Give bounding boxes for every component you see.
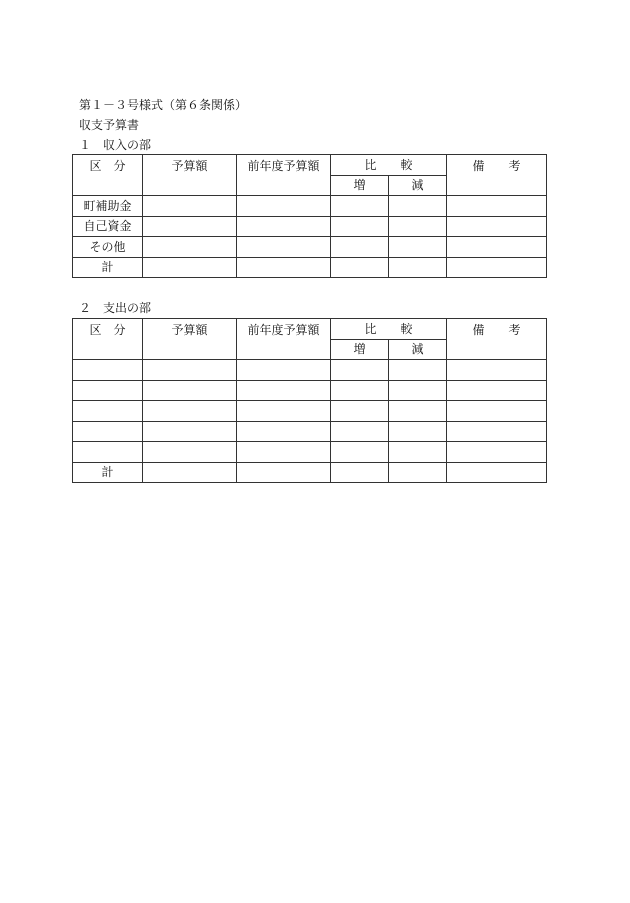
expense-table <box>72 318 547 483</box>
prev-budget-cell[interactable] <box>237 401 331 422</box>
decrease-cell[interactable] <box>389 401 447 422</box>
increase-cell[interactable] <box>331 257 389 278</box>
decrease-cell[interactable] <box>389 360 447 381</box>
prev-budget-cell[interactable] <box>237 421 331 442</box>
header-decrease: 減 <box>389 175 447 196</box>
decrease-cell[interactable] <box>389 196 447 217</box>
category-cell[interactable] <box>73 421 143 442</box>
header-increase: 増 <box>331 339 389 360</box>
budget-cell[interactable] <box>143 421 237 442</box>
remarks-cell[interactable] <box>447 462 547 483</box>
total-label: 計 <box>73 462 143 483</box>
increase-cell[interactable] <box>331 360 389 381</box>
table-row <box>73 216 547 237</box>
decrease-cell[interactable] <box>389 462 447 483</box>
decrease-cell[interactable] <box>389 216 447 237</box>
increase-cell[interactable] <box>331 462 389 483</box>
remarks-cell[interactable] <box>447 401 547 422</box>
category-cell[interactable] <box>73 401 143 422</box>
remarks-cell[interactable] <box>447 216 547 237</box>
budget-cell[interactable] <box>143 442 237 463</box>
budget-cell[interactable] <box>143 216 237 237</box>
total-row <box>73 257 547 278</box>
prev-budget-cell[interactable] <box>237 257 331 278</box>
table-row <box>73 380 547 401</box>
prev-budget-cell[interactable] <box>237 380 331 401</box>
table-header-row <box>73 319 547 340</box>
row-label: その他 <box>73 237 143 258</box>
prev-budget-cell[interactable] <box>237 216 331 237</box>
document-title: 収支予算書 <box>79 118 140 132</box>
header-category: 区 分 <box>73 155 143 196</box>
budget-cell[interactable] <box>143 462 237 483</box>
header-comparison: 比 較 <box>331 319 447 340</box>
prev-budget-cell[interactable] <box>237 196 331 217</box>
decrease-cell[interactable] <box>389 380 447 401</box>
remarks-cell[interactable] <box>447 237 547 258</box>
remarks-cell[interactable] <box>447 196 547 217</box>
remarks-cell[interactable] <box>447 421 547 442</box>
prev-budget-cell[interactable] <box>237 237 331 258</box>
header-remarks: 備 考 <box>447 319 547 360</box>
expense-section-title: ２ 支出の部 <box>79 301 152 315</box>
header-comparison: 比 較 <box>331 155 447 176</box>
table-row <box>73 196 547 217</box>
increase-cell[interactable] <box>331 401 389 422</box>
budget-cell[interactable] <box>143 237 237 258</box>
table-row <box>73 401 547 422</box>
form-number: 第１－３号様式（第６条関係） <box>79 98 248 112</box>
increase-cell[interactable] <box>331 442 389 463</box>
header-increase: 増 <box>331 175 389 196</box>
category-cell[interactable] <box>73 380 143 401</box>
budget-cell[interactable] <box>143 360 237 381</box>
remarks-cell[interactable] <box>447 442 547 463</box>
income-table <box>72 154 547 278</box>
table-row <box>73 360 547 381</box>
remarks-cell[interactable] <box>447 360 547 381</box>
decrease-cell[interactable] <box>389 442 447 463</box>
budget-cell[interactable] <box>143 196 237 217</box>
remarks-cell[interactable] <box>447 257 547 278</box>
prev-budget-cell[interactable] <box>237 442 331 463</box>
total-label: 計 <box>73 257 143 278</box>
total-row <box>73 462 547 483</box>
budget-cell[interactable] <box>143 380 237 401</box>
header-decrease: 減 <box>389 339 447 360</box>
row-label: 町補助金 <box>73 196 143 217</box>
increase-cell[interactable] <box>331 216 389 237</box>
prev-budget-cell[interactable] <box>237 360 331 381</box>
header-prev-budget: 前年度予算額 <box>237 155 331 196</box>
header-budget: 予算額 <box>143 155 237 196</box>
budget-cell[interactable] <box>143 401 237 422</box>
header-budget: 予算額 <box>143 319 237 360</box>
increase-cell[interactable] <box>331 196 389 217</box>
decrease-cell[interactable] <box>389 257 447 278</box>
category-cell[interactable] <box>73 442 143 463</box>
prev-budget-cell[interactable] <box>237 462 331 483</box>
increase-cell[interactable] <box>331 380 389 401</box>
table-row <box>73 237 547 258</box>
table-header-row <box>73 155 547 176</box>
remarks-cell[interactable] <box>447 380 547 401</box>
decrease-cell[interactable] <box>389 421 447 442</box>
decrease-cell[interactable] <box>389 237 447 258</box>
category-cell[interactable] <box>73 360 143 381</box>
header-remarks: 備 考 <box>447 155 547 196</box>
row-label: 自己資金 <box>73 216 143 237</box>
table-row <box>73 421 547 442</box>
increase-cell[interactable] <box>331 237 389 258</box>
increase-cell[interactable] <box>331 421 389 442</box>
income-section-title: １ 収入の部 <box>79 138 152 152</box>
header-prev-budget: 前年度予算額 <box>237 319 331 360</box>
table-row <box>73 442 547 463</box>
budget-cell[interactable] <box>143 257 237 278</box>
header-category: 区 分 <box>73 319 143 360</box>
